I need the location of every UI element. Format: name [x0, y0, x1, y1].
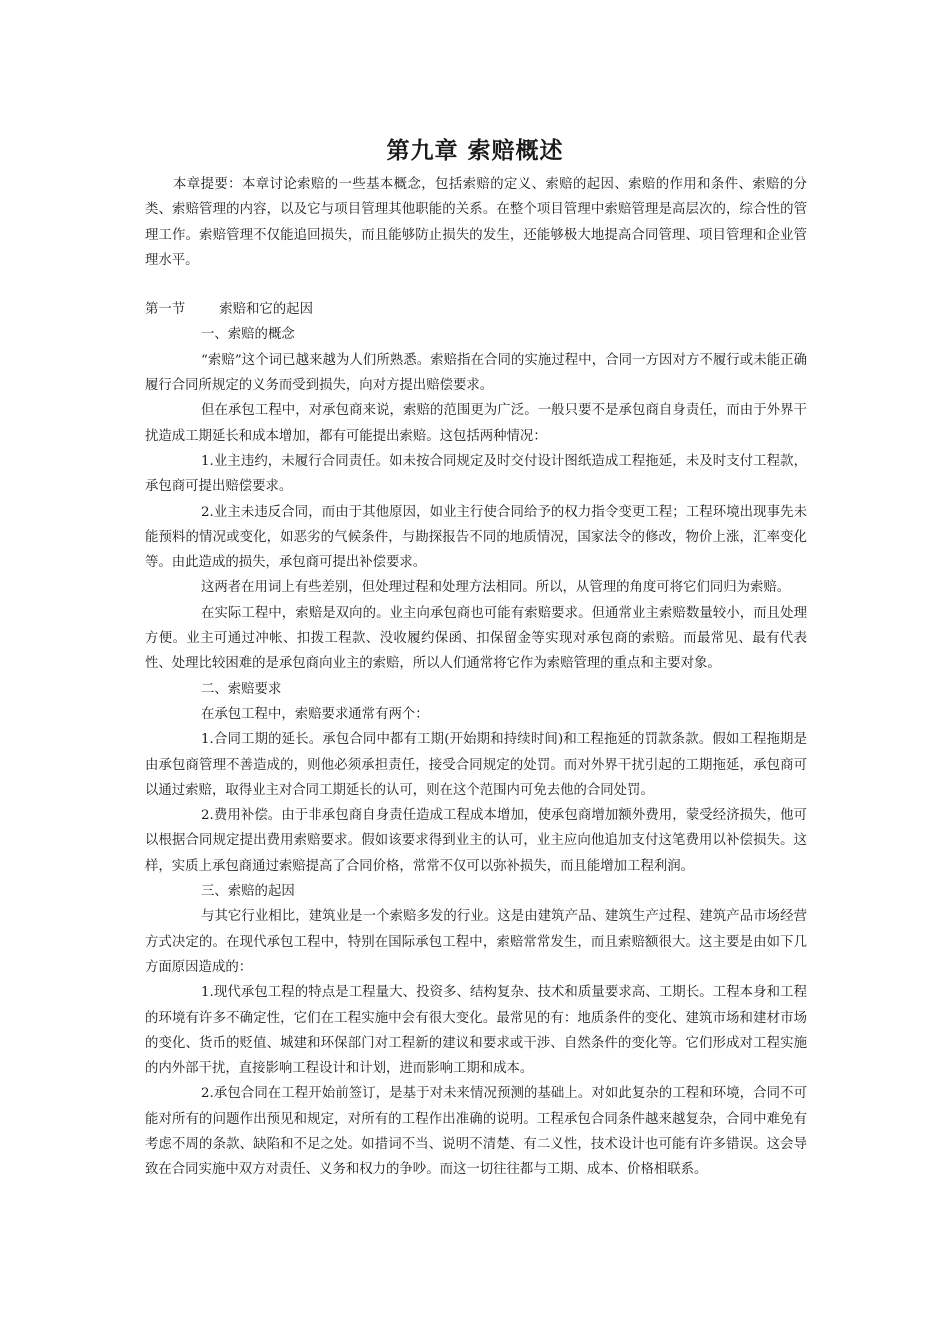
paragraph: “索赔”这个词已越来越为人们所熟悉。索赔指在合同的实施过程中，合同一方因对方不履行或未能正确履行合同所规定的义务而受到损失，向对方提出赔偿要求。 [145, 352, 807, 394]
section-heading [145, 297, 807, 322]
paragraph: 这两者在用词上有些差别，但处理过程和处理方法相同。所以，从管理的角度可将它们同归为索赔。 [201, 580, 791, 596]
paragraph: 2.承包合同在工程开始前签订，是基于对未来情况预测的基础上。对如此复杂的工程和环境，合同不可能对所有的问题作出预见和规定，对所有的工程作出准确的说明。工程承包合同条件越来越复杂，合同中难免有考虑不周的条款、缺陷和不足之处。如措词不当、说明不清楚、有二义性，技术设计也可能有许多错误。这会导致在合同实施中双方对责任、义务和权力的争吵。而这一切往往都与工期、成本、价格相联系。 [145, 1086, 807, 1178]
paragraph: 1.业主违约，未履行合同责任。如未按合同规定及时交付设计图纸造成工程拖延，未及时支付工程款，承包商可提出赔偿要求。 [145, 453, 807, 495]
paragraph: 但在承包工程中，对承包商来说，索赔的范围更为广泛。一般只要不是承包商自身责任，而由于外界干扰造成工期延长和成本增加，都有可能提出索赔。这包括两种情况： [145, 403, 807, 444]
paragraph: 1.合同工期的延长。承包合同中都有工期(开始期和持续时间)和工程拖延的罚款条款。假如工程拖期是由承包商管理不善造成的，则他必须承担责任，接受合同规定的处罚。而对外界干扰引起的工期拖延，承包商可以通过索赔，取得业主对合同工期延长的认可，则在这个范围内可免去他的合同处罚。 [145, 732, 807, 798]
paragraph: 2.业主未违反合同，而由于其他原因，如业主行使合同给予的权力指令变更工程；工程环境出现事先未能预料的情况或变化，如恶劣的气候条件，与勘探报告不同的地质情况，国家法令的修改，物价上涨，汇率变化等。由此造成的损失，承包商可提出补偿要求。 [145, 504, 807, 571]
paragraph: 1.现代承包工程的特点是工程量大、投资多、结构复杂、技术和质量要求高、工期长。工程本身和工程的环境有许多不确定性，它们在工程实施中会有很大变化。最常见的有：地质条件的变化、建筑市场和建材市场的变化、货币的贬值、城建和环保部门对工程新的建议和要求或干涉、自然条件的变化等。它们形成对工程实施的内外部干扰，直接影响工程设计和计划，进而影响工期和成本。 [145, 985, 807, 1077]
document-body [145, 172, 807, 1183]
section-number: 第一节 [145, 302, 186, 318]
section-title: 索赔和它的起因 [219, 302, 313, 318]
chapter-abstract: 本章提要：本章讨论索赔的一些基本概念，包括索赔的定义、索赔的起因、索赔的作用和条件、索赔的分类、索赔管理的内容，以及它与项目管理其他职能的关系。在整个项目管理中索赔管理是高层次的，综合性的管理工作。索赔管理不仅能追回损失，而且能够防止损失的发生，还能够极大地提高合同管理、项目管理和企业管理水平。 [145, 177, 807, 268]
subheading-requirements: 二、索赔要求 [201, 681, 282, 697]
chapter-title: 第九章 索赔概述 [386, 138, 564, 164]
subheading-concept: 一、索赔的概念 [201, 327, 295, 343]
paragraph: 在承包工程中，索赔要求通常有两个： [201, 706, 429, 722]
paragraph: 与其它行业相比，建筑业是一个索赔多发的行业。这是由建筑产品、建筑生产过程、建筑产品市场经营方式决定的。在现代承包工程中，特别在国际承包工程中，索赔常常发生，而且索赔额很大。这主要是由如下几方面原因造成的： [145, 909, 807, 975]
paragraph: 2.费用补偿。由于非承包商自身责任造成工程成本增加，使承包商增加额外费用，蒙受经济损失，他可以根据合同规定提出费用索赔要求。假如该要求得到业主的认可，业主应向他追加支付这笔费用以补偿损失。这样，实质上承包商通过索赔提高了合同价格，常常不仅可以弥补损失，而且能增加工程利润。 [145, 808, 807, 874]
paragraph: 在实际工程中，索赔是双向的。业主向承包商也可能有索赔要求。但通常业主索赔数量较小，而且处理方便。业主可通过冲帐、扣拨工程款、没收履约保函、扣保留金等实现对承包商的索赔。而最常见、最有代表性、处理比较困难的是承包商向业主的索赔，所以人们通常将它作为索赔管理的重点和主要对象。 [145, 605, 807, 672]
subheading-causes: 三、索赔的起因 [201, 884, 295, 900]
